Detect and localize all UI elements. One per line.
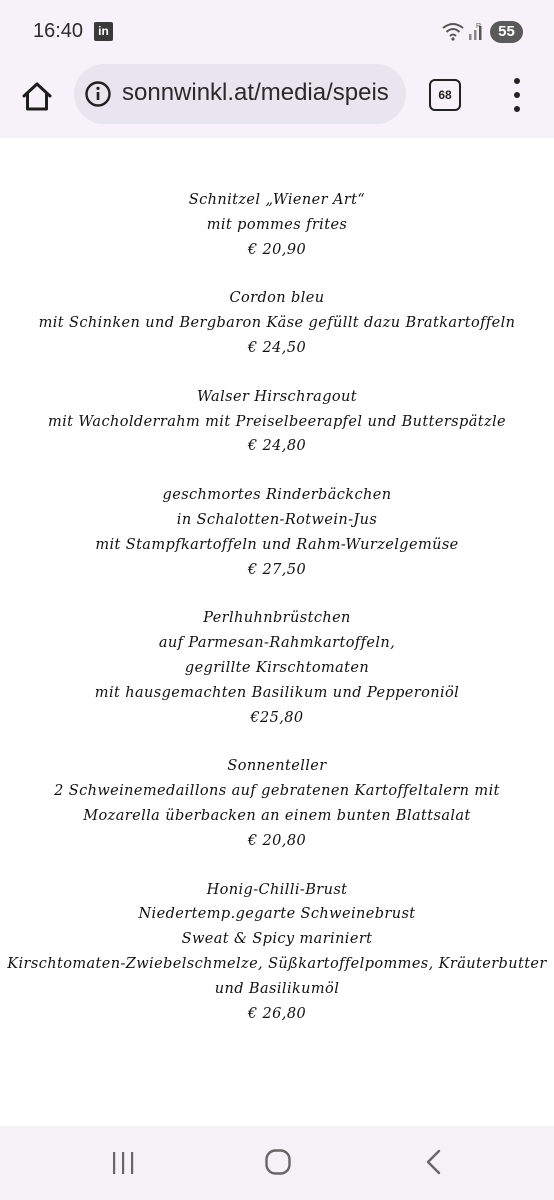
dish-description: Mozarella überbacken an einem bunten Blattsalat	[83, 807, 471, 824]
dish-price: € 26,80	[247, 1005, 307, 1022]
dish-description: Kirschtomaten-Zwiebelschmelze, Süßkartoffelpommes, Kräuterbutter	[7, 955, 547, 972]
dish-name: Perlhuhnbrüstchen	[203, 610, 351, 627]
dish-description: mit pommes frites	[206, 216, 348, 233]
dish-price: €25,80	[250, 709, 304, 726]
dish-price: € 24,50	[247, 339, 307, 356]
wifi-icon	[441, 21, 465, 41]
home-icon[interactable]	[17, 77, 57, 117]
back-icon[interactable]	[420, 1148, 448, 1176]
page-content[interactable]	[0, 138, 554, 1126]
recent-apps-icon[interactable]	[110, 1150, 136, 1176]
dish-description: mit Wacholderrahm mit Preiselbeerapfel und Butterspätzle	[47, 413, 507, 430]
menu-item	[0, 483, 554, 582]
dish-description: mit hausgemachten Basilikum und Pepperoniöl	[94, 684, 460, 701]
menu-item	[0, 385, 554, 459]
dish-name: Sonnenteller	[227, 758, 327, 775]
dish-name: Walser Hirschragout	[197, 388, 357, 405]
url-text: sonnwinkl.at/media/speis	[122, 79, 389, 106]
dish-description: mit Stampfkartoffeln und Rahm-Wurzelgemüse	[95, 536, 459, 553]
dish-price: € 20,90	[247, 241, 307, 258]
browser-toolbar	[0, 64, 554, 139]
dish-name: Honig-Chilli-Brust	[206, 881, 348, 898]
system-navigation-bar	[0, 1126, 554, 1200]
dish-name: Cordon bleu	[229, 290, 325, 307]
menu-item	[0, 754, 554, 853]
dish-description: auf Parmesan-Rahmkartoffeln,	[158, 635, 396, 652]
address-bar[interactable]	[74, 64, 406, 124]
status-bar	[0, 0, 554, 64]
tab-switcher-button[interactable]: 68	[429, 79, 461, 111]
menu-item	[0, 878, 554, 1027]
dish-description: gegrillte Kirschtomaten	[184, 659, 370, 676]
dish-price: € 24,80	[247, 438, 307, 455]
menu-item	[0, 188, 554, 262]
dish-price: € 20,80	[247, 832, 307, 849]
dish-description: und Basilikumöl	[214, 980, 340, 997]
dish-description: 2 Schweinemedaillons auf gebratenen Kartoffeltalern mit	[54, 783, 500, 800]
linkedin-icon: in	[94, 22, 113, 41]
svg-text:R: R	[476, 23, 482, 30]
dish-description: mit Schinken und Bergbaron Käse gefüllt dazu Bratkartoffeln	[38, 315, 516, 332]
info-icon[interactable]	[84, 80, 112, 108]
dish-name: geschmortes Rinderbäckchen	[162, 487, 392, 504]
menu-item	[0, 606, 554, 730]
signal-icon	[468, 22, 486, 42]
menu-list	[0, 188, 554, 1050]
dish-description: in Schalotten-Rotwein-Jus	[176, 511, 378, 528]
status-time: 16:40	[33, 20, 84, 42]
more-options-icon[interactable]	[507, 78, 527, 114]
dish-description: Niedertemp.gegarte Schweinebrust	[138, 906, 416, 923]
dish-name: Schnitzel „Wiener Art“	[188, 192, 366, 208]
dish-price: € 27,50	[247, 561, 307, 578]
system-home-icon[interactable]	[264, 1148, 292, 1176]
battery-indicator: 55	[490, 21, 523, 43]
menu-item	[0, 286, 554, 360]
dish-description: Sweat & Spicy mariniert	[181, 931, 373, 948]
